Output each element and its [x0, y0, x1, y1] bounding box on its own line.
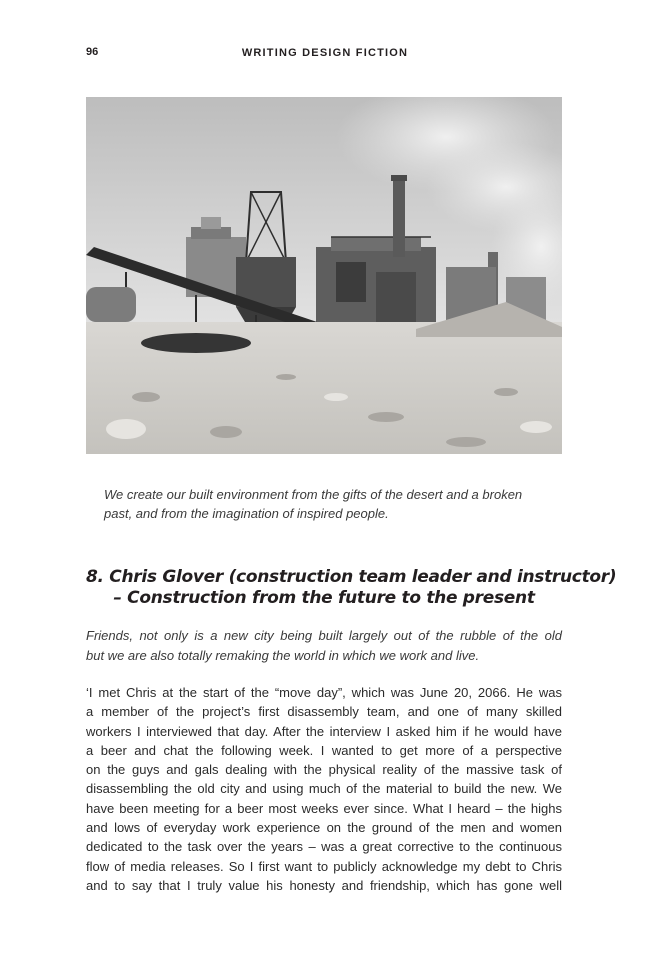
intro-line: Friends, not only is a new city being built largely out of the rubble of the old: [86, 628, 562, 643]
body-line: and lows of everyday work experience on the ground of the men and women: [86, 820, 562, 836]
body-line: have been meeting for a beer most weeks ever since. What I heard – the highs: [86, 800, 562, 816]
body-line: a beer and chat the following week. I wanted to get more of a perspective: [86, 742, 562, 758]
heading-line: 8. Chris Glover (construction team leader and instructor): [86, 567, 617, 587]
section-heading: [86, 567, 617, 609]
body-line: ‘I met Chris at the start of the “move day”, which was June 20, 2066. He was: [86, 685, 562, 700]
body-line: and to say that I truly value his honesty and friendship, which has gone well: [86, 877, 562, 893]
body-line: flow of media releases. So I first want to publicly acknowledge my debt to Chris: [86, 858, 562, 874]
construction-site-photo: [86, 97, 562, 454]
body-line: a member of the project’s first disassembly team, and one of many skilled: [86, 704, 562, 720]
body-line: workers I interviewed that day. After the interview I asked him if he would have: [86, 723, 562, 739]
figure-caption: [104, 485, 566, 523]
caption-line: past, and from the imagination of inspired people.: [104, 506, 389, 521]
section-intro: [86, 626, 562, 666]
body-line: disassembling the old city and using much of the material to build the new. We: [86, 781, 562, 797]
page-number: 96: [86, 46, 99, 58]
intro-line: but we are also totally remaking the world in which we work and live.: [86, 648, 480, 663]
heading-line: – Construction from the future to the present: [113, 588, 535, 608]
caption-line: We create our built environment from the gifts of the desert and a broken: [104, 487, 523, 502]
running-title: WRITING DESIGN FICTION: [241, 47, 409, 59]
body-line: on the guys and gals dealing with the physical reality of the massive task of: [86, 762, 562, 778]
body-line: dedicated to the task over the years – was a great corrective to the continuous: [86, 839, 562, 855]
body-paragraph: [86, 683, 562, 895]
